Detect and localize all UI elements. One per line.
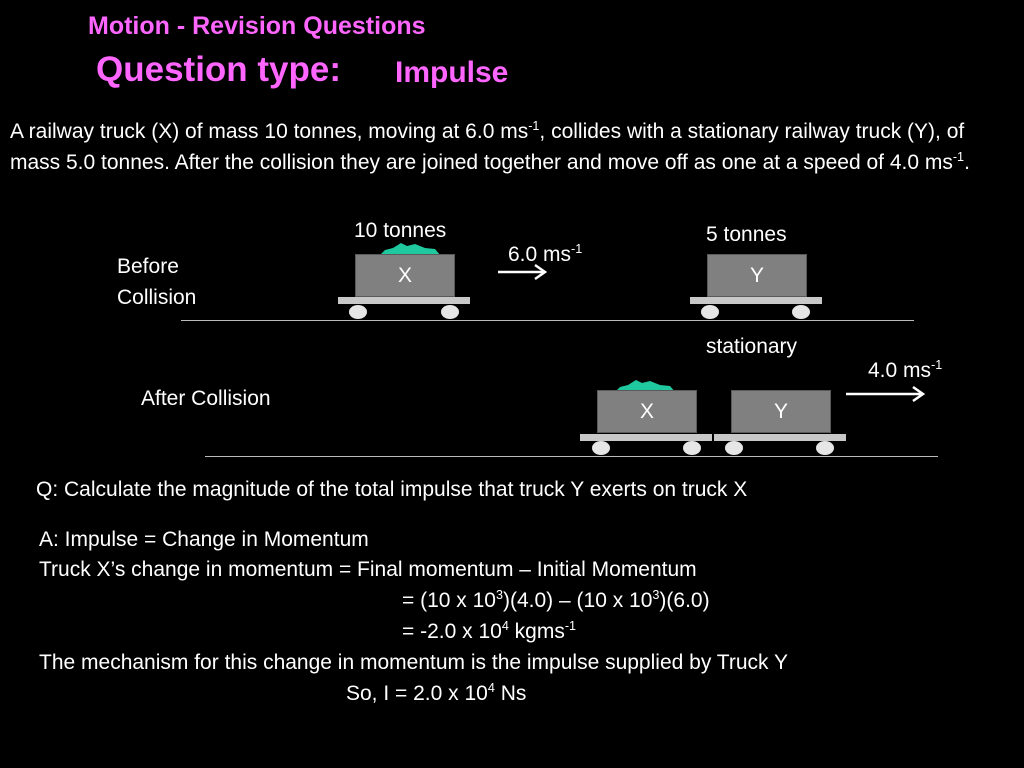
truck-y-after-wheel-left — [725, 441, 743, 455]
after-collision-label: After Collision — [141, 387, 271, 410]
truck-y-before-wheel-left — [701, 305, 719, 319]
problem-text-3: . — [964, 151, 970, 174]
truck-x-after-wheel-left — [592, 441, 610, 455]
before-label-line2: Collision — [117, 286, 197, 309]
question-type-value: Impulse — [395, 56, 509, 89]
answer-line-6 — [346, 682, 526, 706]
speed-after-sup: -1 — [931, 358, 943, 372]
question-text: Q: Calculate the magnitude of the total impulse that truck Y exerts on truck X — [36, 478, 748, 501]
track-after — [205, 456, 938, 457]
answer-line-6-sup: 4 — [487, 681, 495, 695]
mass-y-label: 5 tonnes — [706, 223, 787, 246]
before-label-line1: Before — [117, 255, 179, 278]
truck-x-before-wheel-left — [349, 305, 367, 319]
answer-line-4 — [402, 620, 576, 644]
truck-y-after — [731, 390, 831, 433]
answer-line-4-sup-2: -1 — [564, 619, 577, 633]
question-type-label: Question type: — [96, 50, 342, 89]
truck-y-after-label: Y — [773, 399, 788, 423]
answer-line-6-a: So, I = 2.0 x 10 — [346, 682, 488, 705]
answer-line-4-sup-1: 4 — [501, 619, 509, 633]
truck-x-before — [355, 254, 455, 297]
speed-after-label — [868, 359, 942, 383]
stationary-label: stationary — [706, 335, 798, 358]
truck-x-after-chassis — [580, 434, 712, 441]
answer-line-4-b: kgms — [508, 620, 565, 643]
problem-text-1: A railway truck (X) of mass 10 tonnes, moving at 6.0 ms — [10, 120, 529, 143]
truck-x-after — [597, 390, 697, 433]
mass-x-label: 10 tonnes — [354, 219, 447, 242]
truck-x-before-wheel-right — [441, 305, 459, 319]
speed-before-label — [508, 243, 582, 267]
track-before — [181, 320, 914, 321]
problem-sup-2: -1 — [952, 150, 965, 164]
truck-x-after-wheel-right — [683, 441, 701, 455]
truck-y-before-chassis — [690, 297, 822, 304]
velocity-arrow-after-icon — [846, 384, 928, 404]
answer-line-3-c: )(6.0) — [659, 589, 710, 612]
truck-y-after-chassis — [714, 434, 846, 441]
before-collision-label — [117, 251, 196, 313]
truck-y-before — [707, 254, 807, 297]
speed-before-text: 6.0 ms — [508, 243, 572, 266]
truck-x-before-label: X — [397, 263, 412, 287]
answer-line-3-sup-2: 3 — [652, 588, 660, 602]
answer-line-3-a: = (10 x 10 — [402, 589, 496, 612]
slide-title: Motion - Revision Questions — [88, 12, 426, 40]
answer-line-4-a: = -2.0 x 10 — [402, 620, 502, 643]
answer-line-5: The mechanism for this change in momentum is the impulse supplied by Truck Y — [39, 651, 788, 674]
truck-y-after-wheel-right — [816, 441, 834, 455]
truck-y-before-wheel-right — [792, 305, 810, 319]
answer-line-1: A: Impulse = Change in Momentum — [39, 528, 369, 551]
problem-statement — [10, 116, 1010, 178]
problem-text-2: , collides with a stationary railway truck (Y), of mass 5.0 tonnes. After the collision they are joined together and move off as one at a speed of 4.0 ms — [10, 120, 965, 174]
problem-sup-1: -1 — [528, 119, 540, 133]
answer-line-3-sup-1: 3 — [495, 588, 503, 602]
answer-line-3 — [402, 589, 710, 613]
truck-x-before-chassis — [338, 297, 470, 304]
answer-line-2: Truck X’s change in momentum = Final momentum – Initial Momentum — [39, 558, 697, 581]
truck-y-before-label: Y — [749, 263, 764, 287]
speed-before-sup: -1 — [571, 242, 583, 256]
answer-line-3-b: )(4.0) – (10 x 10 — [503, 589, 653, 612]
answer-line-6-b: Ns — [494, 682, 527, 705]
speed-after-text: 4.0 ms — [868, 359, 932, 382]
truck-x-after-label: X — [639, 399, 654, 423]
